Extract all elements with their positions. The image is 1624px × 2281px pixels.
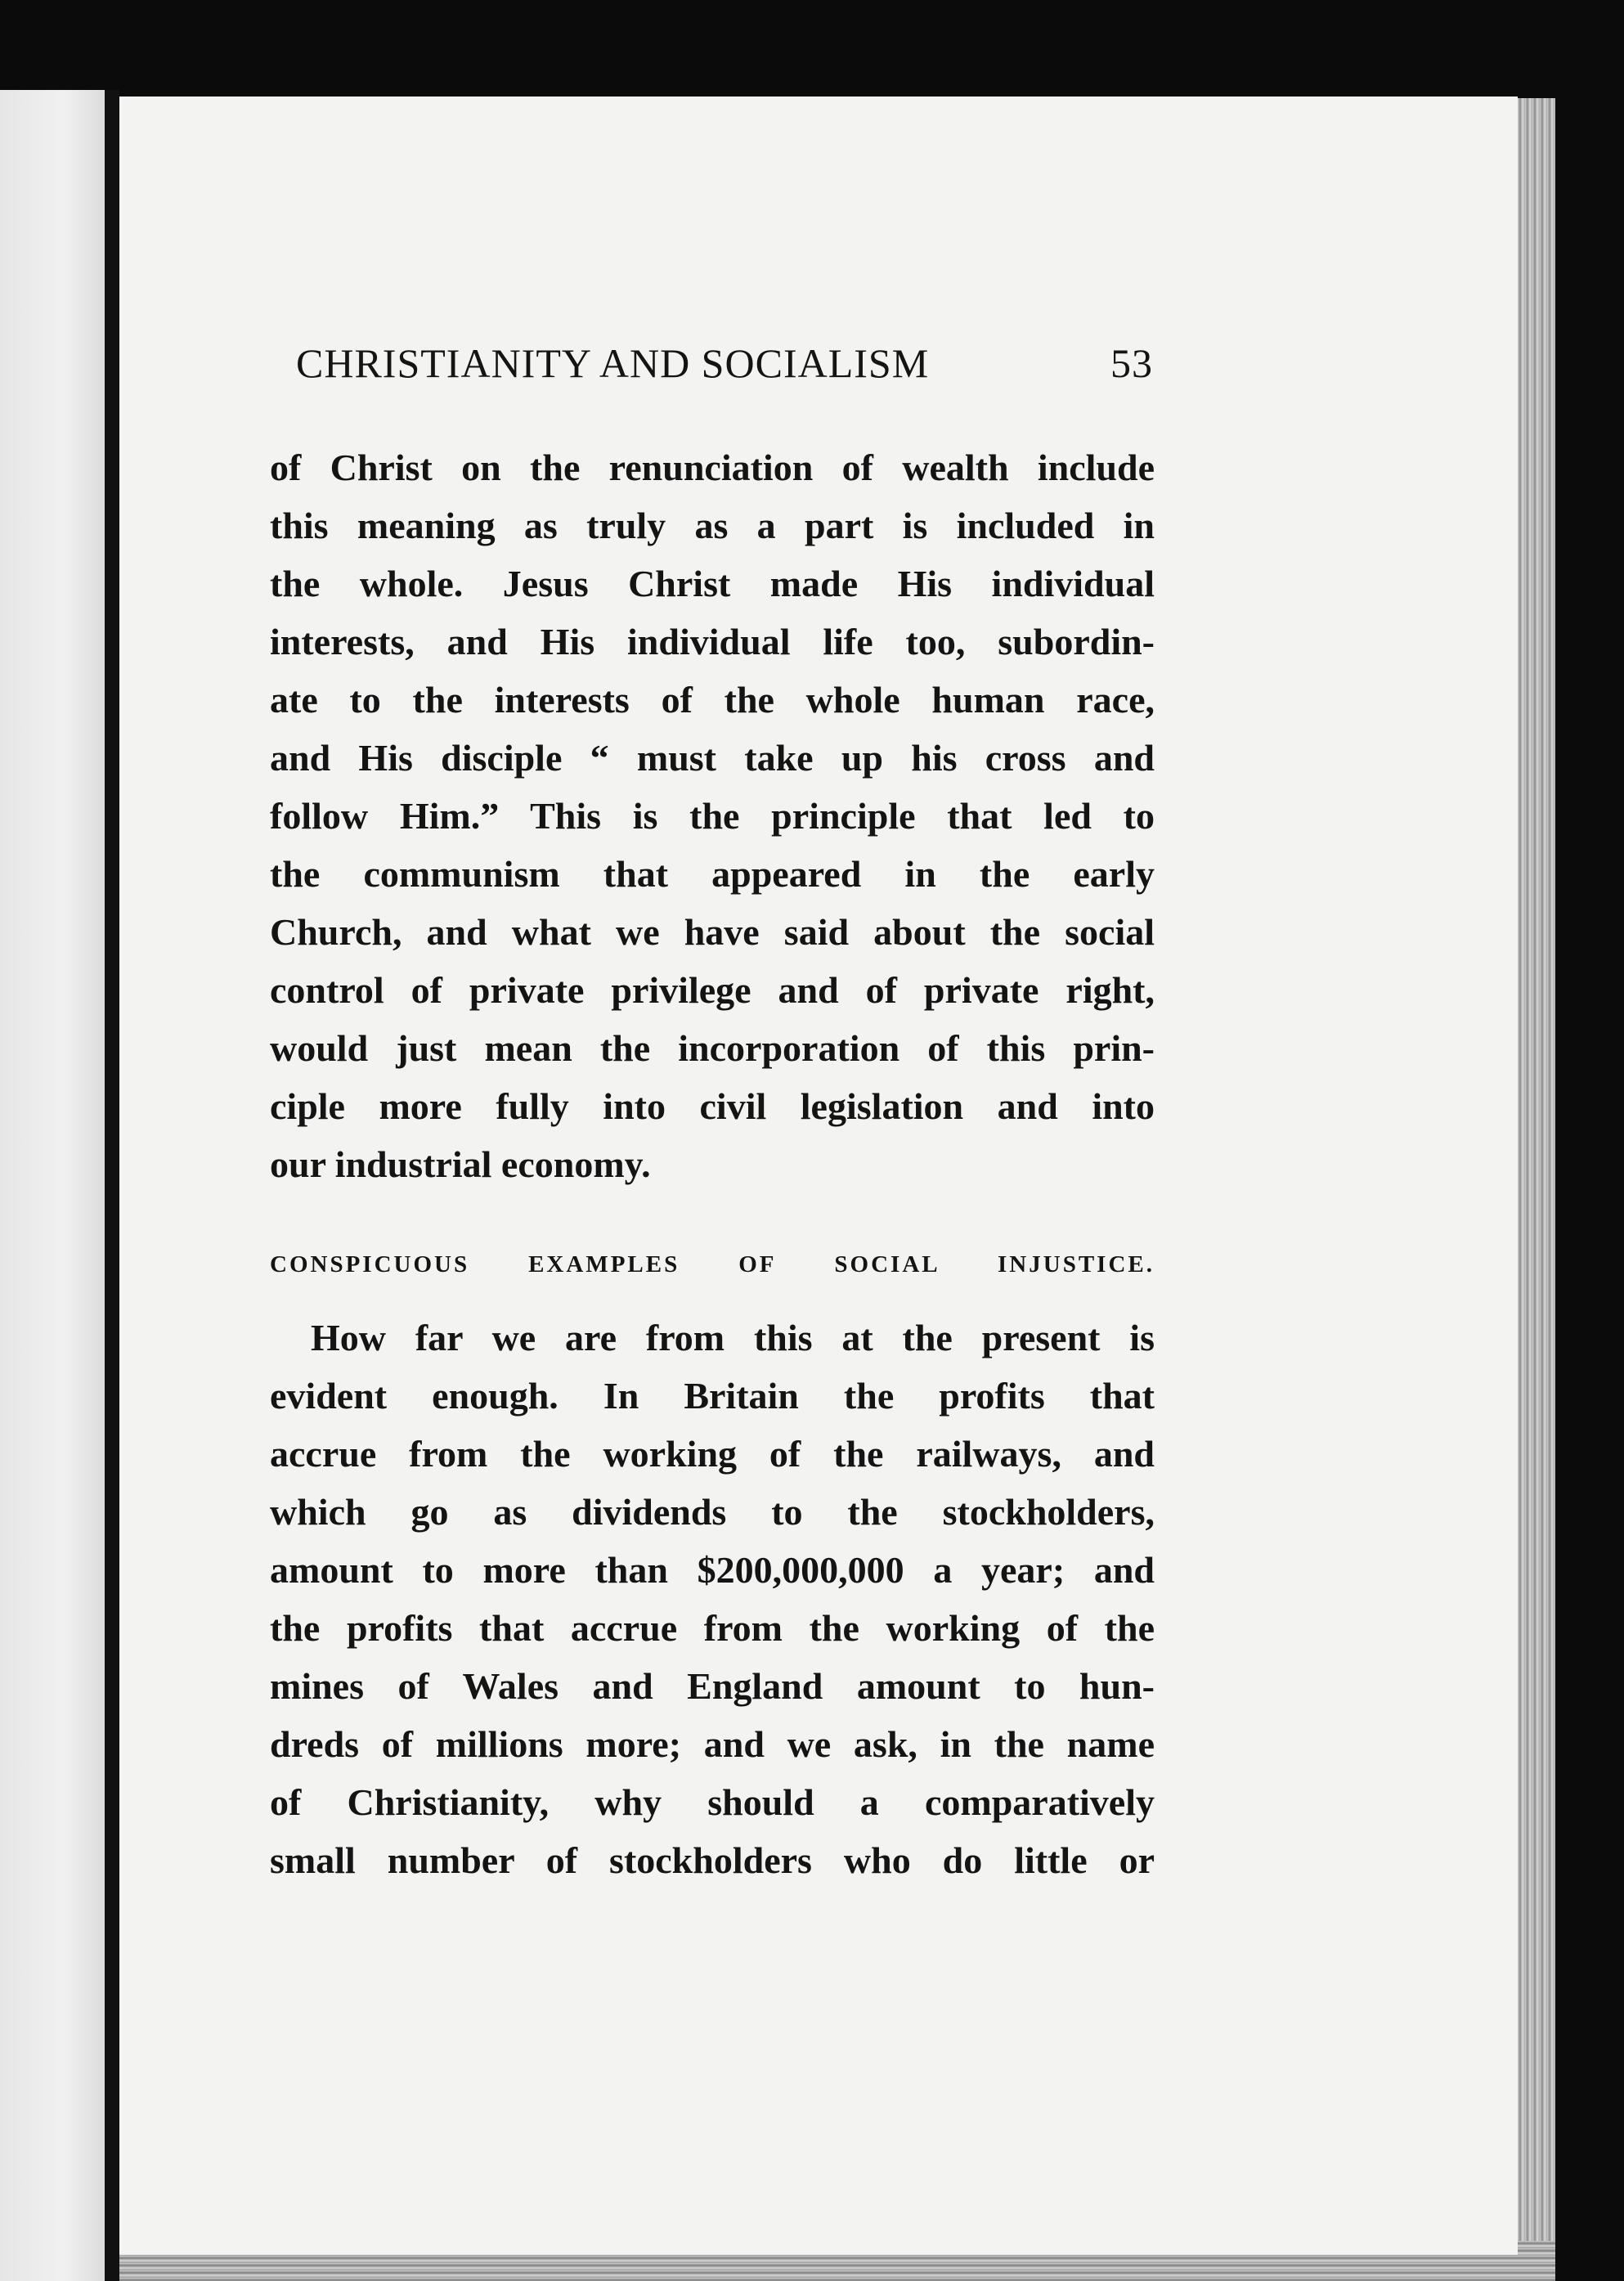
page-stack-edge-right (1518, 98, 1555, 2281)
text-line: of Christianity, why should a comparatively (270, 1781, 1155, 1823)
text-line: evident enough. In Britain the profits that (270, 1375, 1155, 1417)
paragraph-1 (270, 438, 1155, 1193)
running-head-title: CHRISTIANITY AND SOCIALISM (296, 340, 930, 386)
text-line: amount to more than $200,000,000 a year; and (270, 1549, 1155, 1591)
paragraph-2 (270, 1309, 1155, 1889)
page-number: 53 (1110, 340, 1153, 386)
text-line: ciple more fully into civil legislation and into (270, 1085, 1155, 1127)
text-line: control of private privilege and of private right, (270, 969, 1155, 1011)
text-line: the whole. Jesus Christ made His individual (270, 563, 1155, 604)
text-line: interests, and His individual life too, subordin- (270, 621, 1155, 662)
text-line: ate to the interests of the whole human race, (270, 679, 1155, 721)
text-line: small number of stockholders who do little or (270, 1839, 1155, 1881)
text-line: which go as dividends to the stockholders, (270, 1491, 1155, 1533)
text-line: follow Him.” This is the principle that led to (270, 795, 1155, 837)
text-line: accrue from the working of the railways, and (270, 1433, 1155, 1475)
text-line: Church, and what we have said about the social (270, 911, 1155, 953)
text-line: this meaning as truly as a part is included in (270, 505, 1155, 546)
running-head (296, 339, 1153, 397)
text-line: How far we are from this at the present is (311, 1317, 1155, 1358)
text-line: mines of Wales and England amount to hun- (270, 1665, 1155, 1707)
text-line: of Christ on the renunciation of wealth include (270, 447, 1155, 488)
text-line: the communism that appeared in the early (270, 853, 1155, 895)
section-heading: CONSPICUOUS EXAMPLES OF SOCIAL INJUSTICE. (270, 1251, 1155, 1277)
text-line: our industrial economy. (270, 1143, 651, 1185)
book-gutter (105, 90, 119, 2281)
text-line: and His disciple “ must take up his cross and (270, 737, 1155, 779)
text-line: the profits that accrue from the working of the (270, 1607, 1155, 1649)
facing-page-edge (0, 90, 106, 2281)
text-line: dreds of millions more; and we ask, in the name (270, 1723, 1155, 1765)
text-line: would just mean the incorporation of this prin- (270, 1027, 1155, 1069)
